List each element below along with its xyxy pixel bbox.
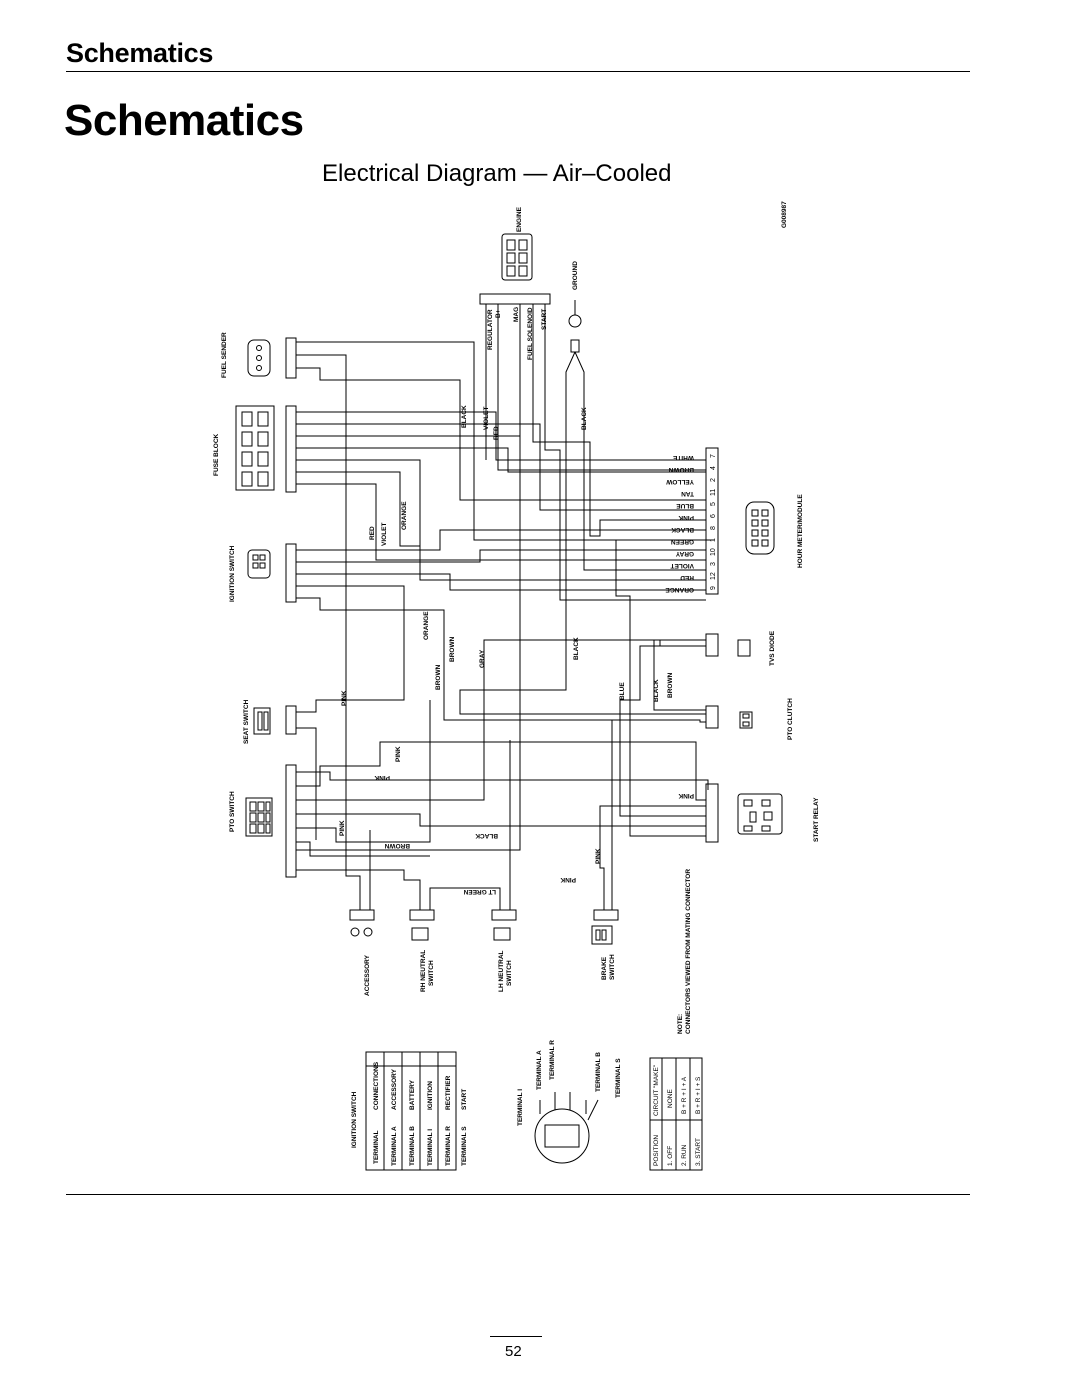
svg-text:TERMINAL A: TERMINAL A — [391, 1126, 398, 1166]
svg-text:TERMINAL A: TERMINAL A — [536, 1050, 543, 1090]
svg-text:BROWN: BROWN — [384, 842, 410, 849]
svg-text:TERMINAL I: TERMINAL I — [427, 1128, 434, 1166]
svg-text:12: 12 — [710, 572, 717, 580]
rh-neutral-plug — [412, 928, 428, 940]
svg-text:TERMINAL B: TERMINAL B — [595, 1052, 602, 1092]
ground-ring — [569, 315, 581, 327]
svg-text:TERMINAL S: TERMINAL S — [461, 1126, 468, 1166]
svg-text:BLACK: BLACK — [573, 637, 580, 660]
svg-text:5: 5 — [710, 502, 717, 506]
svg-text:BLACK: BLACK — [671, 526, 694, 533]
svg-text:IGNITION SWITCH: IGNITION SWITCH — [351, 1091, 358, 1148]
ignition-switch-plug — [248, 550, 270, 578]
ignition-connector — [286, 544, 296, 602]
svg-text:POSITION: POSITION — [653, 1134, 660, 1166]
page-number: 52 — [505, 1343, 522, 1360]
svg-text:BLACK: BLACK — [653, 679, 660, 702]
engine-label: ENGINE — [516, 207, 523, 232]
svg-text:BLACK: BLACK — [461, 405, 468, 428]
seat-switch-label: SEAT SWITCH — [243, 699, 250, 744]
lh-neutral-connector — [492, 910, 516, 920]
svg-text:BROWN: BROWN — [668, 466, 694, 473]
rh-neutral-label-2: SWITCH — [428, 960, 435, 986]
svg-text:4: 4 — [710, 466, 717, 470]
svg-text:LT GREEN: LT GREEN — [463, 888, 496, 895]
svg-text:TAN: TAN — [681, 490, 694, 497]
page-number-rule — [490, 1336, 542, 1337]
svg-text:3: 3 — [710, 562, 717, 566]
svg-text:2: 2 — [710, 478, 717, 482]
ground-label: GROUND — [572, 261, 579, 290]
svg-text:2. RUN: 2. RUN — [681, 1144, 688, 1166]
svg-text:PINK: PINK — [341, 690, 348, 706]
lh-neutral-label-1: LH NEUTRAL — [498, 950, 505, 992]
svg-text:VIOLET: VIOLET — [670, 562, 694, 569]
svg-text:BROWN: BROWN — [449, 636, 456, 662]
svg-text:7: 7 — [710, 454, 717, 458]
svg-text:10: 10 — [710, 548, 717, 556]
seat-connector — [286, 706, 296, 734]
svg-text:BLACK: BLACK — [475, 832, 498, 839]
svg-text:8: 8 — [710, 526, 717, 530]
tvs-diode-label: TVS DIODE — [769, 630, 776, 666]
svg-text:TERMINAL B: TERMINAL B — [409, 1126, 416, 1166]
svg-text:PINK: PINK — [560, 876, 576, 883]
pto-clutch-connector — [706, 706, 718, 728]
pto-switch-label: PTO SWITCH — [229, 791, 236, 832]
engine-connector — [480, 294, 550, 304]
svg-text:RED: RED — [369, 526, 376, 540]
svg-text:PINK: PINK — [595, 848, 602, 864]
svg-text:RECTIFIER: RECTIFIER — [445, 1075, 452, 1110]
svg-text:WHITE: WHITE — [673, 454, 694, 461]
fuel-solenoid-label: FUEL SOLENOID — [527, 307, 534, 360]
accessory-connector — [350, 910, 374, 920]
svg-text:TERMINAL I: TERMINAL I — [517, 1088, 524, 1126]
note-text: CONNECTORS VIEWED FROM MATING CONNECTOR — [685, 868, 692, 1034]
start-label: START — [541, 308, 548, 330]
rh-neutral-connector — [410, 910, 434, 920]
footer-rule — [66, 1194, 970, 1195]
svg-text:NONE: NONE — [667, 1089, 674, 1108]
brake-label-2: SWITCH — [609, 954, 616, 980]
lh-neutral-plug — [494, 928, 510, 940]
svg-text:GRAY: GRAY — [479, 649, 486, 668]
svg-text:PINK: PINK — [395, 746, 402, 762]
svg-text:PINK: PINK — [374, 774, 390, 781]
mag-label: MAG — [513, 306, 520, 322]
svg-text:RED: RED — [493, 426, 500, 440]
svg-text:1: 1 — [710, 538, 717, 542]
svg-text:BROWN: BROWN — [435, 664, 442, 690]
svg-text:3. START: 3. START — [695, 1138, 702, 1166]
accessory-label: ACCESSORY — [364, 955, 371, 996]
start-relay-label: START RELAY — [813, 797, 820, 842]
ignition-switch-label: IGNITION SWITCH — [229, 545, 236, 602]
svg-text:11: 11 — [710, 488, 717, 496]
svg-text:BLUE: BLUE — [676, 502, 694, 509]
fuse-block-connector — [286, 406, 296, 492]
fuel-sender-label: FUEL SENDER — [221, 332, 228, 378]
svg-text:ACCESSORY: ACCESSORY — [391, 1069, 398, 1110]
tvs-diode-plug — [738, 640, 750, 656]
ignition-switch-diagram — [535, 1109, 589, 1163]
svg-text:ORANGE: ORANGE — [401, 501, 408, 530]
svg-text:1. OFF: 1. OFF — [667, 1145, 674, 1166]
svg-text:PINK: PINK — [678, 792, 694, 799]
regulator-label: REGULATOR — [487, 309, 494, 350]
svg-text:CIRCUIT "MAKE": CIRCUIT "MAKE" — [653, 1064, 660, 1116]
svg-text:9: 9 — [710, 586, 717, 590]
svg-text:TERMINAL: TERMINAL — [373, 1130, 380, 1164]
svg-text:GREEN: GREEN — [670, 538, 694, 545]
svg-text:BLUE: BLUE — [619, 682, 626, 700]
svg-text:START: START — [461, 1088, 468, 1110]
section-header: Schematics — [66, 38, 214, 68]
hour-meter-plug — [746, 502, 774, 554]
fuel-sender-connector — [286, 338, 296, 378]
svg-text:BROWN: BROWN — [667, 672, 674, 698]
brake-label-1: BRAKE — [601, 956, 608, 980]
svg-text:B + R + I + A: B + R + I + A — [681, 1076, 688, 1114]
brake-connector — [594, 910, 618, 920]
svg-text:RED: RED — [680, 574, 694, 581]
svg-text:TERMINAL R: TERMINAL R — [445, 1126, 452, 1166]
lh-neutral-label-2: SWITCH — [506, 960, 513, 986]
drawing-id: G008987 — [781, 201, 788, 228]
svg-text:B + R + I + S: B + R + I + S — [695, 1076, 702, 1114]
svg-text:VIOLET: VIOLET — [381, 522, 388, 546]
pto-clutch-label: PTO CLUTCH — [787, 698, 794, 740]
pto-switch-connector — [286, 765, 296, 877]
svg-text:6: 6 — [710, 514, 717, 518]
fuse-block-label: FUSE BLOCK — [213, 433, 220, 476]
start-relay-connector — [706, 784, 718, 842]
svg-text:ORANGE: ORANGE — [665, 586, 694, 593]
diagram-subtitle: Electrical Diagram — Air–Cooled — [322, 160, 672, 187]
svg-text:YELLOW: YELLOW — [666, 478, 694, 485]
svg-text:TERMINAL S: TERMINAL S — [615, 1058, 622, 1098]
page-title: Schematics — [64, 96, 304, 145]
diagram-labels — [213, 201, 820, 1166]
svg-text:PINK: PINK — [678, 514, 694, 521]
svg-text:ORANGE: ORANGE — [423, 611, 430, 640]
note-label: NOTE: — [677, 1013, 684, 1034]
rh-neutral-label-1: RH NEUTRAL — [420, 949, 427, 992]
hour-meter-label: HOUR METER/MODULE — [797, 494, 804, 568]
svg-text:BATTERY: BATTERY — [409, 1080, 416, 1110]
svg-text:IGNITION: IGNITION — [427, 1081, 434, 1110]
svg-text:TERMINAL R: TERMINAL R — [549, 1040, 556, 1080]
accessory-terminal — [351, 928, 359, 936]
svg-text:PINK: PINK — [339, 820, 346, 836]
svg-text:CONNECTIONS: CONNECTIONS — [373, 1061, 380, 1110]
svg-text:GRAY: GRAY — [675, 550, 694, 557]
tvs-diode-connector — [706, 634, 718, 656]
svg-text:BLACK: BLACK — [581, 407, 588, 430]
b-plus-label: B+ — [495, 309, 502, 318]
svg-text:VIOLET: VIOLET — [483, 406, 490, 430]
